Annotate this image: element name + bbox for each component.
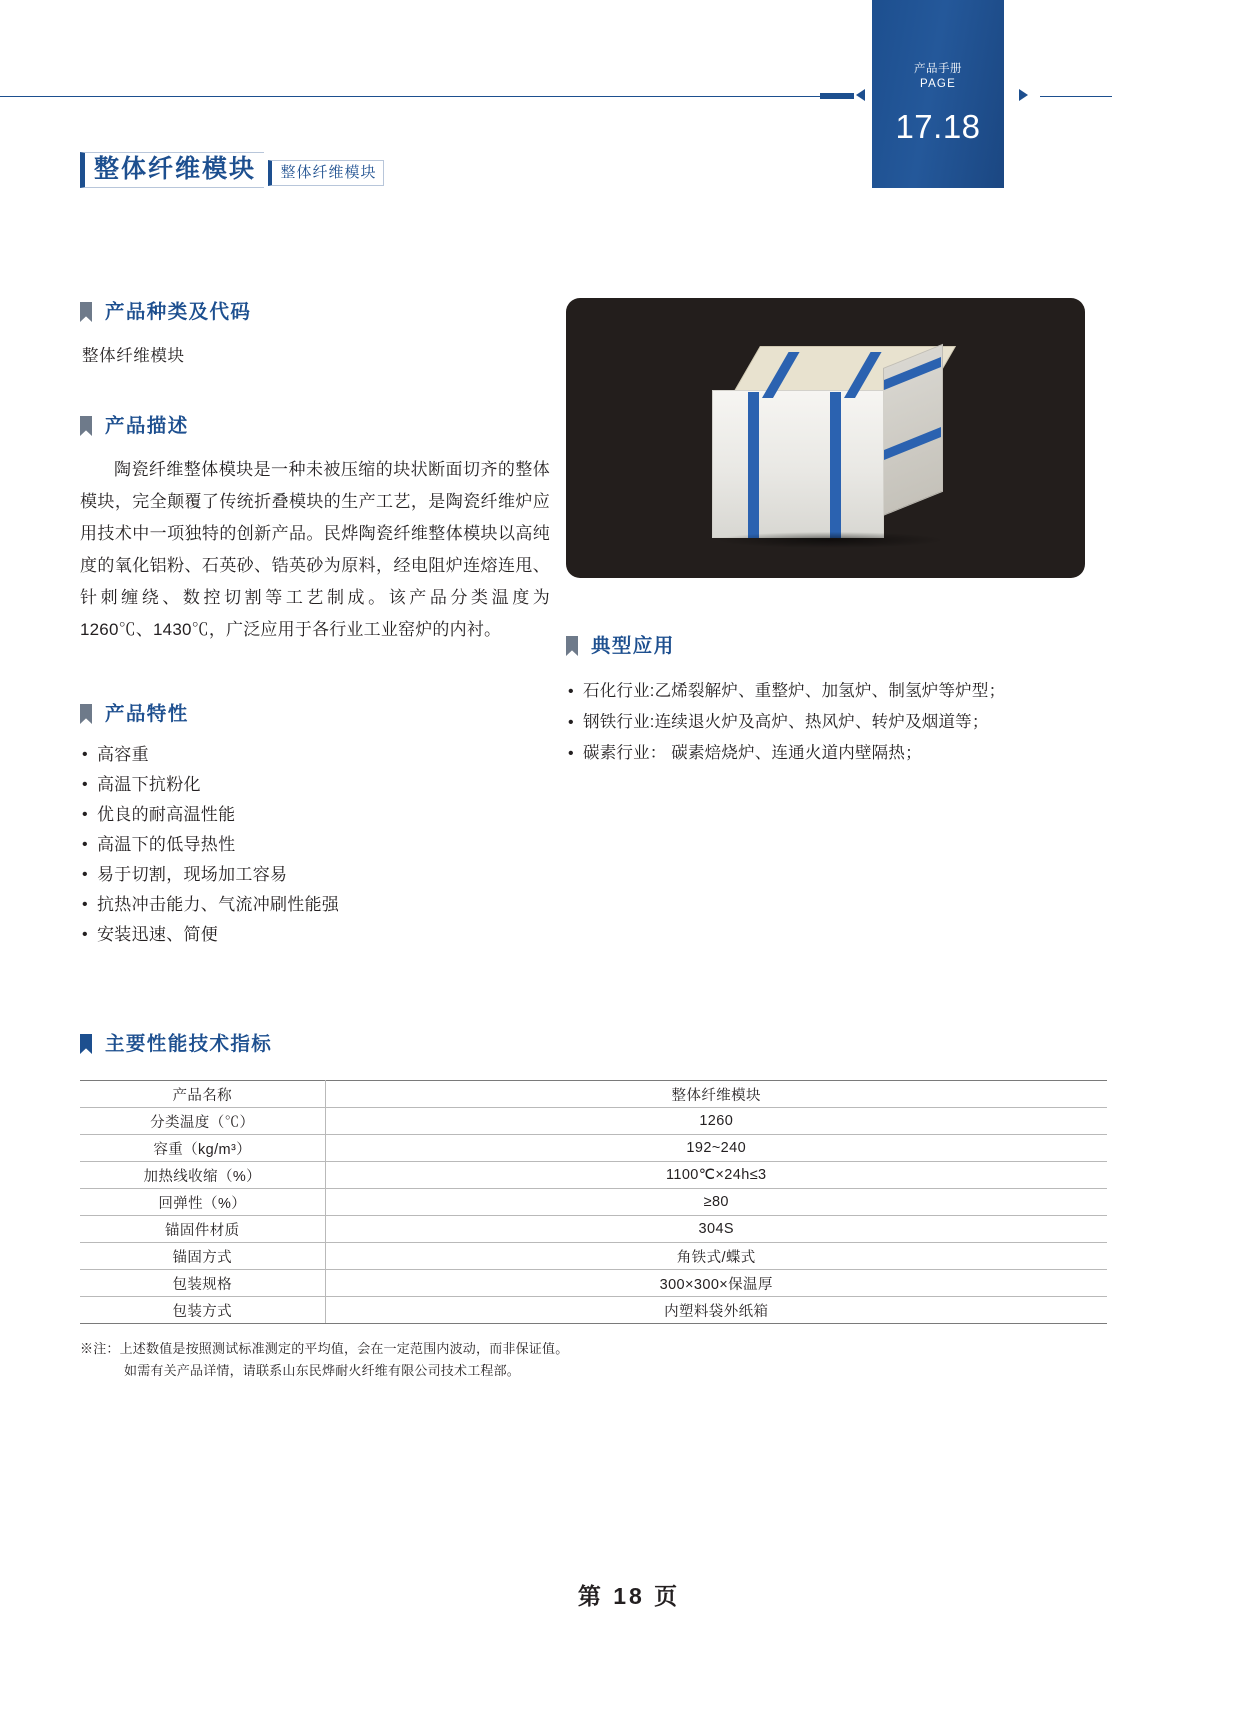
table-cell-key: 产品名称 [80,1081,325,1108]
table-cell-key: 分类温度（℃） [80,1108,325,1135]
list-item: • 优良的耐高温性能 [80,800,550,830]
table-cell-key: 加热线收缩（%） [80,1162,325,1189]
section-kind-heading-row [80,296,550,324]
table-cell-key: 锚固方式 [80,1243,325,1270]
section-specs-heading: 主要性能技术指标 [105,1033,273,1055]
triangle-right-icon [1019,89,1028,101]
list-item: • 安装迅速、简便 [80,920,550,950]
list-item: • 易于切割，现场加工容易 [80,860,550,890]
table-row [80,1216,1107,1243]
section-applications [566,630,1086,769]
right-column [566,298,1086,769]
table-cell-key: 容重（kg/m³） [80,1135,325,1162]
table-cell-key: 回弹性（%） [80,1189,325,1216]
spec-table [80,1080,1107,1324]
table-cell-key: 包装方式 [80,1297,325,1324]
table-row [80,1243,1107,1270]
page-tab-label-cn: 产品手册 [914,63,962,75]
section-applications-heading-row [566,630,1086,658]
table-cell-value: 1260 [325,1108,1107,1135]
list-item: • 钢铁行业:连续退火炉及高炉、热风炉、转炉及烟道等； [566,707,1086,738]
section-applications-heading: 典型应用 [591,635,675,657]
section-specs [80,1028,1190,1382]
section-description-text: 陶瓷纤维整体模块是一种未被压缩的块状断面切齐的整体模块，完全颠覆了传统折叠模块的生产工艺，是陶瓷纤维炉应用技术中一项独特的创新产品。民烨陶瓷纤维整体模块以高纯度的氧化铝粉、石英砂、锆英砂为原料，经电阻炉连熔连甩、针刺缠绕、数控切割等工艺制成。该产品分类温度为 1260℃、1430℃，广泛应用于各行业工业窑炉的内衬。 [80,460,550,639]
table-row [80,1189,1107,1216]
table-row [80,1108,1107,1135]
product-photo [566,298,1085,578]
applications-list [566,676,1086,769]
section-description-heading: 产品描述 [105,415,189,437]
header-dash-left [820,93,854,99]
flag-icon [80,416,92,436]
section-kind-heading: 产品种类及代码 [105,301,252,323]
page-tab-number: 17.18 [895,108,981,145]
list-item: • 高温下抗粉化 [80,770,550,800]
spec-note-line2: 如需有关产品详情，请联系山东民烨耐火纤维有限公司技术工程部。 [124,1363,521,1378]
table-cell-value: 304S [325,1216,1107,1243]
flag-icon [80,1034,92,1054]
table-row [80,1135,1107,1162]
list-item: • 碳素行业： 碳素焙烧炉、连通火道内壁隔热； [566,738,1086,769]
table-cell-key: 锚固件材质 [80,1216,325,1243]
list-item: • 高温下的低导热性 [80,830,550,860]
table-cell-value: 整体纤维模块 [325,1081,1107,1108]
page-title: 整体纤维模块 [80,152,264,188]
list-item: • 抗热冲击能力、气流冲刷性能强 [80,890,550,920]
header-rule-right [1040,96,1112,97]
module-strap [830,392,841,538]
table-cell-value: 300×300×保温厚 [325,1270,1107,1297]
features-list [80,740,550,950]
section-features-heading: 产品特性 [105,703,189,725]
left-column [80,296,550,950]
section-kind [80,296,550,366]
triangle-left-icon [856,89,865,101]
flag-icon [80,704,92,724]
module-shadow [718,532,942,548]
section-description [80,410,550,646]
table-cell-value: 1100℃×24h≤3 [325,1162,1107,1189]
section-kind-text: 整体纤维模块 [82,347,185,365]
page-tab [872,0,1004,188]
section-features [80,698,550,950]
module-front-face [712,390,884,538]
table-row [80,1297,1107,1324]
spec-note-line1: ※注：上述数值是按照测试标准测定的平均值，会在一定范围内波动，而非保证值。 [80,1341,569,1356]
table-cell-value: 内塑料袋外纸箱 [325,1297,1107,1324]
page-tab-label-en: PAGE [920,78,956,90]
header-rule-left [0,96,820,97]
list-item: • 石化行业:乙烯裂解炉、重整炉、加氢炉、制氢炉等炉型； [566,676,1086,707]
table-row [80,1162,1107,1189]
table-cell-value: 192~240 [325,1135,1107,1162]
fiber-module-illustration [712,346,944,542]
section-features-heading-row [80,698,550,726]
table-cell-key: 包装规格 [80,1270,325,1297]
table-cell-value: 角铁式/蝶式 [325,1243,1107,1270]
page-subtitle: 整体纤维模块 [268,160,384,186]
table-row [80,1270,1107,1297]
section-specs-heading-row [80,1028,1190,1056]
page-footer: 第 18 页 [577,1583,681,1609]
table-cell-value: ≥80 [325,1189,1107,1216]
spec-note [80,1338,1190,1382]
flag-icon [80,302,92,322]
flag-icon [566,636,578,656]
list-item: • 高容重 [80,740,550,770]
module-strap [748,392,759,538]
page-title-block [80,152,384,188]
table-row [80,1081,1107,1108]
section-description-heading-row [80,410,550,438]
